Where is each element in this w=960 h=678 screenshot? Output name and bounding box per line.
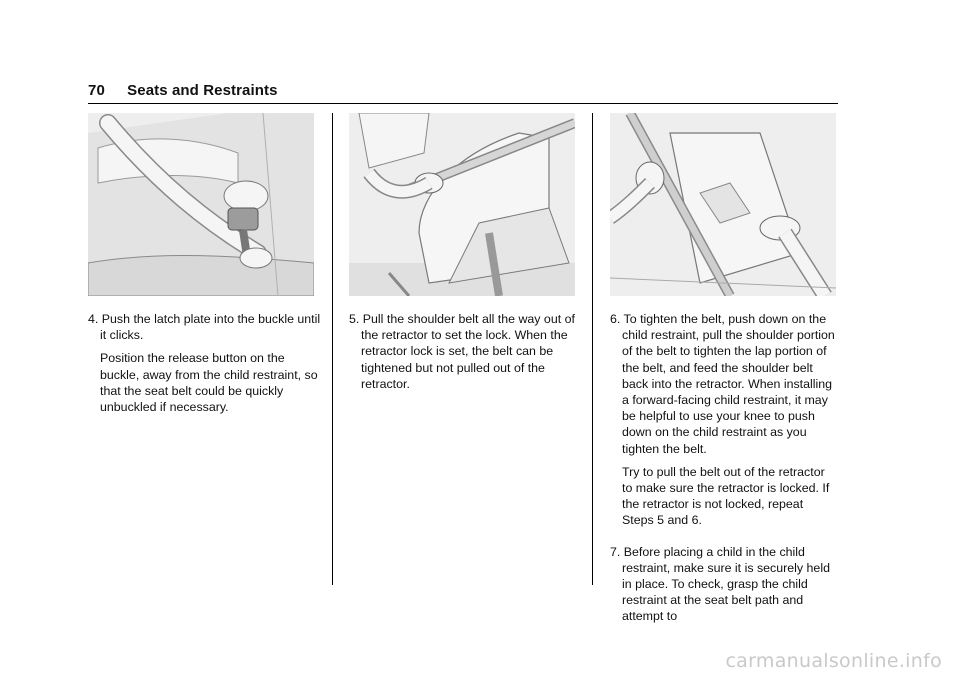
watermark: carmanualsonline.info (725, 650, 942, 672)
header-rule (88, 103, 838, 104)
step-7: 7. Before placing a child in the child restraint, make sure it is securely held in place. To check, grasp the child restraint at the seat belt path and attempt to (610, 544, 830, 624)
column-divider-1 (332, 113, 333, 585)
step-4: 4. Push the latch plate into the buckle until it clicks. (88, 312, 321, 343)
column-1 (88, 113, 322, 415)
column-2 (349, 113, 585, 392)
column-divider-2 (592, 113, 593, 585)
figure-latch-plate (88, 113, 314, 296)
page-header (88, 82, 278, 99)
figure-tighten-belt (610, 113, 836, 296)
step-5: 5. Pull the shoulder belt all the way out of the retractor to set the lock. When the retractor lock is set, the belt can be tightened but not pulled out of the retractor. (349, 312, 575, 391)
page-number: 70 (88, 82, 105, 99)
column-3 (610, 113, 838, 625)
step-6: 6. To tighten the belt, push down on the child restraint, pull the shoulder portion of the belt to tighten the lap portion of the belt, and feed the shoulder belt back into the retractor. When installing a forward-facing child restraint, it may be helpful to use your knee to push down on the child restraint as you tighten the belt. (610, 312, 835, 456)
step-4-note: Position the release button on the buckle, away from the child restraint, so that the seat belt could be quickly unbuckled if necessary. (100, 351, 318, 415)
step-6-note: Try to pull the belt out of the retractor to make sure the retractor is locked. If the retractor is not locked, repeat Steps 5 and 6. (622, 464, 830, 528)
figure-shoulder-belt (349, 113, 575, 296)
section-title: Seats and Restraints (127, 82, 278, 99)
